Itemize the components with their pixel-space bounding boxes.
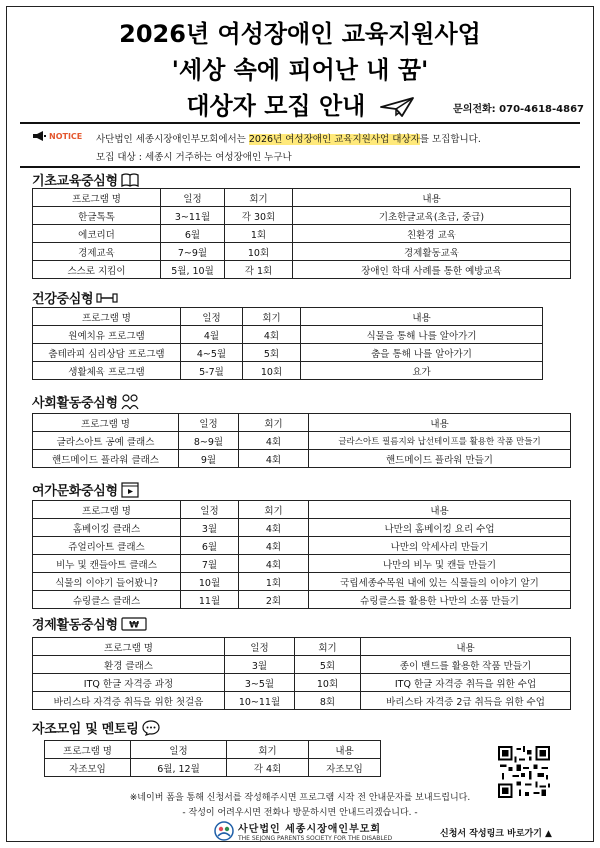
description: 장애인 학대 사례를 통한 예방교육 <box>293 261 571 279</box>
notice-line-2: 모집 대상 : 세종시 거주하는 여성장애인 누구나 <box>96 152 292 163</box>
paper-plane-icon <box>380 97 414 117</box>
column-header: 내용 <box>309 501 571 519</box>
table-row <box>33 207 571 225</box>
notice-divider <box>20 166 580 168</box>
contact-phone: 문의전화: 070-4618-4867 <box>453 104 584 115</box>
column-header: 회기 <box>243 308 301 326</box>
column-header: 내용 <box>309 414 571 432</box>
schedule: 5월, 10월 <box>161 261 225 279</box>
description: 나만의 악세사리 만들기 <box>309 537 571 555</box>
schedule: 6월 <box>181 537 239 555</box>
sessions: 4회 <box>239 450 309 468</box>
sessions: 10회 <box>225 243 293 261</box>
column-header: 프로그램 명 <box>45 741 131 759</box>
table-header-row <box>45 741 381 759</box>
table-row <box>33 591 571 609</box>
section-title: 건강중심형 <box>32 292 94 307</box>
program-name: 홈베이킹 클래스 <box>33 519 181 537</box>
header-divider <box>20 122 580 124</box>
section-heading-self-help <box>32 718 160 737</box>
column-header: 프로그램 명 <box>33 189 161 207</box>
schedule: 3~11월 <box>161 207 225 225</box>
title-line-1: 2026년 여성장애인 교육지원사업 <box>119 20 481 48</box>
program-name: 경제교육 <box>33 243 161 261</box>
table-row <box>33 261 571 279</box>
table-row <box>45 759 381 777</box>
section-heading-health <box>32 288 118 307</box>
program-name: 한글톡톡 <box>33 207 161 225</box>
column-header: 회기 <box>295 638 361 656</box>
description: 바리스타 자격증 2급 취득을 위한 수업 <box>361 692 571 710</box>
schedule: 9월 <box>179 450 239 468</box>
table-row <box>33 450 571 468</box>
schedule: 10~11월 <box>225 692 295 710</box>
program-name: 춤테라피 심리상담 프로그램 <box>33 344 181 362</box>
notice-highlight: 2026년 여성장애인 교육지원사업 대상자 <box>248 134 420 145</box>
description: 기초한글교육(초급, 중급) <box>293 207 571 225</box>
program-name: 핸드메이드 플라워 클래스 <box>33 450 179 468</box>
table-self-help <box>44 740 381 777</box>
column-header: 회기 <box>239 414 309 432</box>
table-row <box>33 537 571 555</box>
column-header: 내용 <box>361 638 571 656</box>
megaphone-icon <box>32 131 46 141</box>
program-name: 슈링클스 클래스 <box>33 591 181 609</box>
sessions: 10회 <box>295 674 361 692</box>
sessions: 각 30회 <box>225 207 293 225</box>
column-header: 프로그램 명 <box>33 308 181 326</box>
section-heading-leisure <box>32 480 139 499</box>
program-name: 환경 클래스 <box>33 656 225 674</box>
table-row <box>33 362 543 380</box>
program-name: 바리스타 자격증 취득을 위한 첫걸음 <box>33 692 225 710</box>
column-header: 일정 <box>181 501 239 519</box>
description: 글라스아트 필름지와 납선테이프를 활용한 작품 만들기 <box>309 432 571 450</box>
column-header: 일정 <box>179 414 239 432</box>
schedule: 3~5월 <box>225 674 295 692</box>
title-line-3-text: 대상자 모집 안내 <box>186 92 366 120</box>
schedule: 6월, 12월 <box>131 759 227 777</box>
table-row <box>33 225 571 243</box>
table-social <box>32 413 571 468</box>
org-emblem-icon <box>214 821 234 841</box>
sessions: 4회 <box>239 537 309 555</box>
sessions: 1회 <box>225 225 293 243</box>
table-row <box>33 519 571 537</box>
schedule: 7월 <box>181 555 239 573</box>
sessions: 4회 <box>239 432 309 450</box>
schedule: 8~9월 <box>179 432 239 450</box>
schedule: 11월 <box>181 591 239 609</box>
column-header: 일정 <box>131 741 227 759</box>
schedule: 5-7월 <box>181 362 243 380</box>
notice-line-1-post: 를 모집합니다. <box>419 134 481 145</box>
program-name: 스스로 지킴이 <box>33 261 161 279</box>
sessions: 5회 <box>243 344 301 362</box>
schedule: 7~9월 <box>161 243 225 261</box>
schedule: 3월 <box>181 519 239 537</box>
sessions: 4회 <box>239 519 309 537</box>
qr-code-icon[interactable] <box>498 746 550 798</box>
people-icon <box>121 394 139 410</box>
description: 나만의 홈베이킹 요리 수업 <box>309 519 571 537</box>
schedule: 6월 <box>161 225 225 243</box>
section-title: 사회활동중심형 <box>32 396 118 411</box>
sessions: 1회 <box>239 573 309 591</box>
column-header: 일정 <box>181 308 243 326</box>
notice-line-1 <box>96 131 576 149</box>
notice-tag: NOTICE <box>49 131 83 141</box>
table-row <box>33 555 571 573</box>
table-header-row <box>33 189 571 207</box>
table-header-row <box>33 308 543 326</box>
table-economic <box>32 637 571 710</box>
description: 친환경 교육 <box>293 225 571 243</box>
description: 국립세종수목원 내에 있는 식물들의 이야기 알기 <box>309 573 571 591</box>
notice-line-1-pre: 사단법인 세종시장애인부모회에서는 <box>96 134 249 145</box>
column-header: 일정 <box>225 638 295 656</box>
description: 나만의 비누 및 캔들 만들기 <box>309 555 571 573</box>
program-name: 비누 및 캔들아트 클래스 <box>33 555 181 573</box>
money-symbol: ₩ <box>128 620 139 630</box>
footer-note-1: ※네이버 폼을 통해 신청서를 작성해주시면 프로그램 시작 전 안내문자를 보내드립니다. <box>129 793 471 803</box>
video-icon <box>121 482 139 498</box>
column-header: 회기 <box>239 501 309 519</box>
table-row <box>33 344 543 362</box>
program-name: 에코리더 <box>33 225 161 243</box>
book-icon <box>121 173 139 187</box>
column-header: 내용 <box>301 308 543 326</box>
schedule: 3월 <box>225 656 295 674</box>
table-header-row <box>33 414 571 432</box>
table-row <box>33 326 543 344</box>
program-name: 식물의 이야기 들어봤니? <box>33 573 181 591</box>
column-header: 프로그램 명 <box>33 414 179 432</box>
dumbbell-icon <box>96 292 118 304</box>
section-title: 여가문화중심형 <box>32 484 118 499</box>
footer-note-2: - 작성이 어려우시면 전화나 방문하시면 안내드리겠습니다. - <box>182 808 418 818</box>
sessions: 5회 <box>295 656 361 674</box>
table-basic-education <box>32 188 571 279</box>
section-title: 기초교육중심형 <box>32 174 118 189</box>
table-row <box>33 656 571 674</box>
table-row <box>33 674 571 692</box>
section-heading-social <box>32 392 139 411</box>
org-logo <box>214 820 392 842</box>
description: 춤을 통해 나를 알아가기 <box>301 344 543 362</box>
section-heading-basic-education <box>32 170 139 189</box>
program-name: 자조모임 <box>45 759 131 777</box>
description: 종이 밴드를 활용한 작품 만들기 <box>361 656 571 674</box>
program-name: 글라스아트 공예 클래스 <box>33 432 179 450</box>
column-header: 내용 <box>293 189 571 207</box>
schedule: 4~5월 <box>181 344 243 362</box>
money-icon <box>121 617 147 631</box>
column-header: 프로그램 명 <box>33 501 181 519</box>
table-header-row <box>33 638 571 656</box>
table-header-row <box>33 501 571 519</box>
apply-link[interactable]: 신청서 작성링크 바로가기 ▲ <box>440 829 552 839</box>
table-row <box>33 243 571 261</box>
schedule: 4월 <box>181 326 243 344</box>
column-header: 회기 <box>225 189 293 207</box>
sessions: 2회 <box>239 591 309 609</box>
description: 식물을 통해 나를 알아가기 <box>301 326 543 344</box>
sessions: 4회 <box>243 326 301 344</box>
table-row <box>33 692 571 710</box>
sessions: 4회 <box>239 555 309 573</box>
notice-text <box>96 131 576 167</box>
sessions: 각 1회 <box>225 261 293 279</box>
schedule: 10월 <box>181 573 239 591</box>
notice-label <box>32 131 82 141</box>
title-line-2: '세상 속에 피어난 내 꿈' <box>171 56 429 84</box>
sessions: 8회 <box>295 692 361 710</box>
column-header: 일정 <box>161 189 225 207</box>
table-health <box>32 307 543 380</box>
chat-icon <box>142 720 160 736</box>
description: 요가 <box>301 362 543 380</box>
sessions: 10회 <box>243 362 301 380</box>
org-name: 사단법인 세종시장애인부모회 <box>238 824 382 835</box>
section-heading-economic <box>32 614 147 633</box>
table-row <box>33 432 571 450</box>
description: 슈링클스를 활용한 나만의 소품 만들기 <box>309 591 571 609</box>
org-subtitle: THE SEJONG PARENTS SOCIETY FOR THE DISABLED <box>238 835 393 842</box>
description: ITQ 한글 자격증 취득을 위한 수업 <box>361 674 571 692</box>
column-header: 프로그램 명 <box>33 638 225 656</box>
program-name: 원예치유 프로그램 <box>33 326 181 344</box>
column-header: 내용 <box>309 741 381 759</box>
table-row <box>33 573 571 591</box>
org-name-block <box>238 820 392 842</box>
section-title: 경제활동중심형 <box>32 618 118 633</box>
description: 경제활동교육 <box>293 243 571 261</box>
program-name: ITQ 한글 자격증 과정 <box>33 674 225 692</box>
section-title: 자조모임 및 멘토링 <box>32 722 139 737</box>
program-name: 생활체육 프로그램 <box>33 362 181 380</box>
description: 핸드메이드 플라워 만들기 <box>309 450 571 468</box>
table-leisure <box>32 500 571 609</box>
sessions: 각 4회 <box>227 759 309 777</box>
column-header: 회기 <box>227 741 309 759</box>
program-name: 쥬얼리아트 클래스 <box>33 537 181 555</box>
description: 자조모임 <box>309 759 381 777</box>
